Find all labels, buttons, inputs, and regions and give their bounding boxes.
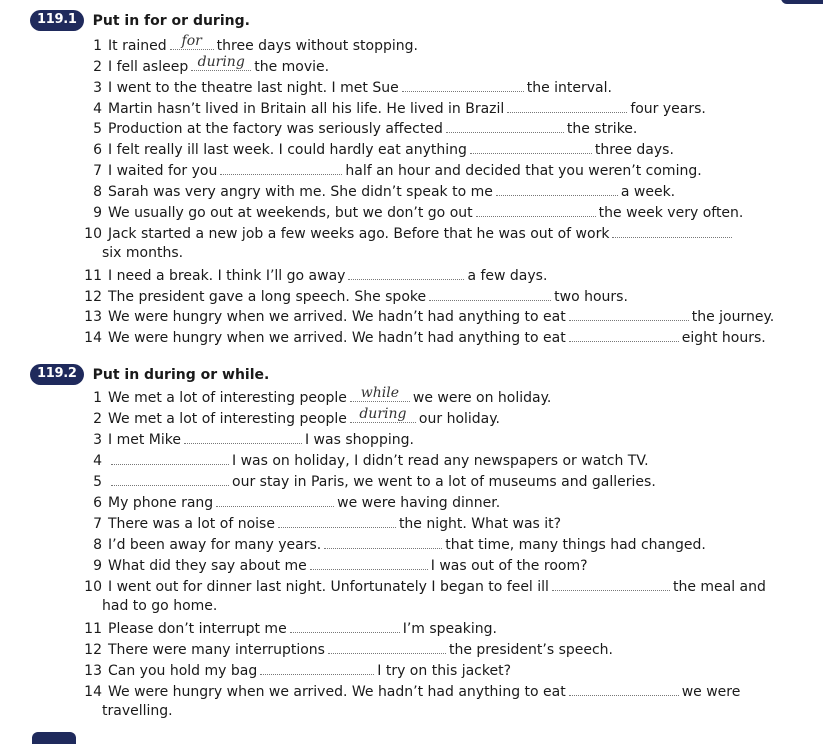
item-text-before: Please don’t interrupt me (108, 621, 287, 637)
exercise-item (74, 203, 774, 222)
answer-blank[interactable] (569, 307, 689, 321)
item-number: 3 (93, 80, 102, 96)
answer-blank[interactable] (429, 287, 551, 301)
item-text-after: our stay in Paris, we went to a lot of museums and galleries. (232, 474, 656, 490)
answer-blank[interactable] (496, 182, 618, 196)
exercise-item (74, 577, 774, 596)
exercise-item (74, 99, 774, 118)
exercise-item (74, 54, 774, 76)
answer-blank[interactable] (191, 54, 251, 71)
item-text-after: we were (681, 684, 741, 700)
item-text-after: three days. (594, 142, 674, 158)
answer-blank[interactable] (350, 406, 416, 423)
exercise-item (74, 493, 774, 512)
item-text-after: the journey. (691, 309, 775, 325)
answer-blank[interactable] (552, 577, 670, 591)
answer-blank[interactable] (216, 493, 334, 507)
answer-blank[interactable] (348, 266, 464, 280)
item-number: 9 (93, 558, 102, 574)
exercise-item (74, 33, 774, 55)
item-text-before: I felt really ill last week. I could hardly eat anything (108, 142, 467, 158)
answer-blank[interactable] (324, 535, 442, 549)
item-number: 2 (93, 411, 102, 427)
item-number: 14 (84, 684, 102, 700)
item-number: 9 (93, 205, 102, 221)
answer-blank[interactable] (310, 556, 428, 570)
exercise-item (74, 78, 774, 97)
item-number: 6 (93, 142, 102, 158)
item-text-before: I need a break. I think I’ll go away (108, 268, 346, 284)
item-text-after: the strike. (566, 121, 638, 137)
answer-blank[interactable] (569, 682, 679, 696)
item-text-before: The president gave a long speech. She spoke (108, 289, 427, 305)
item-number: 14 (84, 330, 102, 346)
item-text-after: the night. What was it? (398, 516, 562, 532)
exercise-item (74, 406, 774, 428)
item-number: 11 (84, 268, 102, 284)
item-text-before: I’d been away for many years. (108, 537, 322, 553)
item-text-after: the week very often. (598, 205, 744, 221)
item-number: 4 (93, 101, 102, 117)
item-text-before: Martin hasn’t lived in Britain all his life. He lived in Brazil (108, 101, 505, 117)
item-text-before: There was a lot of noise (108, 516, 275, 532)
item-number: 12 (84, 642, 102, 658)
item-number: 13 (84, 309, 102, 325)
exercise-item (74, 535, 774, 554)
item-text-before: My phone rang (108, 495, 214, 511)
item-text-before: Sarah was very angry with me. She didn’t speak to me (108, 184, 493, 200)
item-text-after: we were having dinner. (337, 495, 501, 511)
answer-blank[interactable] (569, 328, 679, 342)
item-text-after: I was shopping. (304, 432, 414, 448)
answer-blank[interactable] (350, 385, 410, 402)
exercise-item (74, 119, 774, 138)
item-text-before: We met a lot of interesting people (108, 390, 347, 406)
handwritten-answer: during (197, 54, 245, 70)
item-text-before: We were hungry when we arrived. We hadn’t had anything to eat (108, 330, 566, 346)
handwritten-answer: during (359, 406, 407, 422)
item-number: 1 (93, 390, 102, 406)
answer-blank[interactable] (328, 640, 446, 654)
item-text-after: the movie. (254, 59, 330, 75)
exercise-119-1 (0, 10, 823, 350)
exercise-item (74, 430, 774, 449)
exercise-item (74, 385, 774, 407)
answer-blank[interactable] (111, 472, 229, 486)
item-number: 10 (84, 226, 102, 242)
item-text-after: eight hours. (681, 330, 766, 346)
item-number: 5 (93, 121, 102, 137)
item-text-before: We were hungry when we arrived. We hadn’t had anything to eat (108, 309, 566, 325)
item-number: 7 (93, 516, 102, 532)
exercise-item (74, 472, 774, 491)
item-text-before: I waited for you (108, 163, 218, 179)
item-number: 10 (84, 579, 102, 595)
item-text-after: we were on holiday. (412, 390, 552, 406)
item-text-after: three days without stopping. (216, 38, 418, 54)
item-text-before: There were many interruptions (108, 642, 325, 658)
item-text-after: a week. (620, 184, 676, 200)
item-text-after: four years. (630, 101, 706, 117)
item-number: 7 (93, 163, 102, 179)
item-number: 8 (93, 184, 102, 200)
item-text-after: half an hour and decided that you weren’t coming. (345, 163, 702, 179)
exercise-header (30, 10, 250, 31)
exercise-item (74, 514, 774, 533)
answer-blank[interactable] (470, 140, 592, 154)
exercise-item (74, 661, 774, 680)
item-text-before: We were hungry when we arrived. We hadn’t had anything to eat (108, 684, 566, 700)
exercise-item (74, 224, 774, 243)
exercise-item (74, 451, 774, 470)
handwritten-answer: for (181, 33, 202, 49)
item-text-before: Can you hold my bag (108, 663, 258, 679)
exercise-badge: 119.1 (30, 10, 84, 31)
answer-blank[interactable] (612, 224, 732, 238)
item-text-after: a few days. (467, 268, 548, 284)
exercise-item (74, 140, 774, 159)
item-text-after: our holiday. (418, 411, 500, 427)
exercise-header (30, 364, 269, 385)
item-text-before: We met a lot of interesting people (108, 411, 347, 427)
exercise-item (74, 556, 774, 575)
item-continuation: travelling. (102, 703, 173, 719)
item-text-before: Production at the factory was seriously affected (108, 121, 443, 137)
exercise-item (74, 328, 774, 347)
item-text-before: What did they say about me (108, 558, 307, 574)
exercise-item (74, 266, 774, 285)
item-text-after: the meal and (672, 579, 766, 595)
answer-blank[interactable] (278, 514, 396, 528)
item-continuation: six months. (102, 245, 184, 261)
bottom-tab (32, 732, 76, 744)
item-number: 3 (93, 432, 102, 448)
item-text-before: Jack started a new job a few weeks ago. Before that he was out of work (108, 226, 610, 242)
item-text-after: that time, many things had changed. (445, 537, 706, 553)
item-number: 6 (93, 495, 102, 511)
exercise-item (74, 682, 774, 701)
exercise-item (74, 287, 774, 306)
item-text-after: I’m speaking. (402, 621, 497, 637)
answer-blank[interactable] (184, 430, 302, 444)
exercise-item (74, 182, 774, 201)
item-number: 1 (93, 38, 102, 54)
item-text-after: the president’s speech. (448, 642, 613, 658)
item-number: 13 (84, 663, 102, 679)
item-number: 2 (93, 59, 102, 75)
exercise-instruction: Put in during or while. (92, 366, 270, 383)
exercise-item (74, 161, 774, 180)
item-text-before: I fell asleep (108, 59, 189, 75)
exercise-119-2 (0, 364, 823, 736)
answer-blank[interactable] (220, 161, 342, 175)
answer-blank[interactable] (111, 451, 229, 465)
exercise-item (74, 307, 774, 326)
exercise-item (74, 619, 774, 638)
item-number: 5 (93, 474, 102, 490)
item-number: 12 (84, 289, 102, 305)
exercise-instruction: Put in for or during. (92, 12, 250, 29)
answer-blank[interactable] (402, 78, 524, 92)
exercise-badge: 119.2 (30, 364, 84, 385)
item-text-after: I was on holiday, I didn’t read any newspapers or watch TV. (232, 453, 649, 469)
item-text-after: I try on this jacket? (377, 663, 512, 679)
answer-blank[interactable] (170, 33, 214, 50)
item-number: 11 (84, 621, 102, 637)
item-text-before: We usually go out at weekends, but we don’t go out (108, 205, 473, 221)
answer-blank[interactable] (476, 203, 596, 217)
handwritten-answer: while (360, 385, 400, 401)
answer-blank[interactable] (290, 619, 400, 633)
item-text-after: I was out of the room? (430, 558, 588, 574)
item-continuation: had to go home. (102, 598, 218, 614)
item-text-before: I went to the theatre last night. I met Sue (108, 80, 399, 96)
item-number: 8 (93, 537, 102, 553)
item-text-after: the interval. (526, 80, 612, 96)
item-text-before: I met Mike (108, 432, 181, 448)
exercise-item (74, 640, 774, 659)
answer-blank[interactable] (260, 661, 374, 675)
item-text-before: It rained (108, 38, 167, 54)
corner-tab (781, 0, 823, 4)
answer-blank[interactable] (446, 119, 564, 133)
answer-blank[interactable] (507, 99, 627, 113)
item-text-before: I went out for dinner last night. Unfortunately I began to feel ill (108, 579, 549, 595)
item-number: 4 (93, 453, 102, 469)
item-text-after: two hours. (554, 289, 628, 305)
